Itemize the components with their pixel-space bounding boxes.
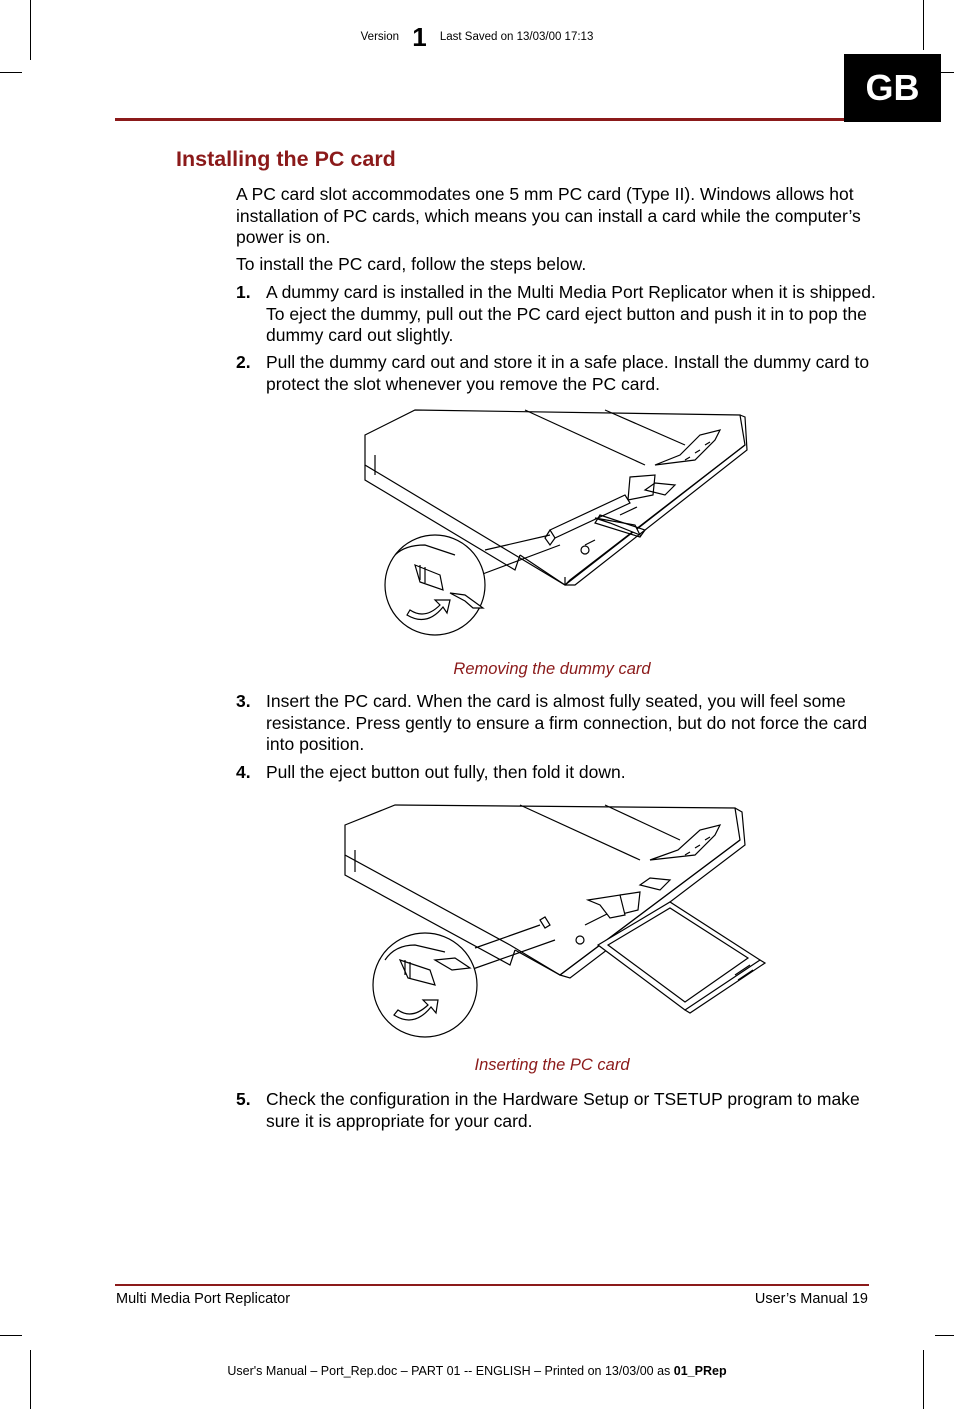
step-number: 5.: [236, 1089, 251, 1109]
section-title: Installing the PC card: [176, 147, 396, 171]
print-line-text: User's Manual – Port_Rep.doc – PART 01 -- ENGLISH – Printed on 13/03/00 as: [227, 1364, 674, 1378]
step-text: Insert the PC card. When the card is almost fully seated, you will feel some resistance. Press gently to ensure a firm connection, but do not force the card into position.: [266, 691, 868, 754]
intro-paragraph: A PC card slot accommodates one 5 mm PC card (Type II). Windows allows hot installation of PC cards, which means you can install a card while the computer’s power is on.: [236, 184, 861, 247]
language-tab: GB: [844, 54, 941, 122]
print-line: [0, 1364, 954, 1378]
version-header: [0, 22, 954, 53]
crop-mark: [923, 1350, 924, 1409]
step-text: Pull the eject button out fully, then fold it down.: [266, 762, 626, 782]
crop-mark: [0, 72, 22, 73]
print-line-code: 01_PRep: [673, 1364, 727, 1378]
step-text: Pull the dummy card out and store it in a safe place. Install the dummy card to protect the slot whenever you remove the PC card.: [266, 352, 870, 394]
step-number: 1.: [236, 282, 251, 302]
version-number: 1: [412, 22, 427, 52]
crop-mark: [30, 1350, 31, 1409]
step-number: 3.: [236, 691, 251, 711]
footer-page-number: User’s Manual 19: [754, 1291, 868, 1307]
figure-caption: Inserting the PC card: [474, 1056, 630, 1074]
step-number: 4.: [236, 762, 251, 782]
last-saved: Last Saved on 13/03/00 17:13: [439, 31, 594, 43]
intro-paragraph: To install the PC card, follow the steps below.: [236, 254, 587, 274]
version-label: Version: [360, 31, 399, 43]
footer-title: Multi Media Port Replicator: [116, 1291, 291, 1307]
crop-mark: [0, 1335, 22, 1336]
removing-dummy-card-illustration: [355, 405, 755, 650]
header-rule: [115, 118, 844, 121]
step-text: A dummy card is installed in the Multi Media Port Replicator when it is shipped. To eject the dummy, pull out the PC card eject button and push it in to pop the dummy card out slightly.: [266, 282, 876, 345]
crop-mark: [935, 1335, 954, 1336]
figure-caption: Removing the dummy card: [453, 660, 651, 678]
inserting-pc-card-illustration: [340, 800, 770, 1045]
footer-rule: [115, 1284, 869, 1286]
step-text: Check the configuration in the Hardware Setup or TSETUP program to make sure it is appropriate for your card.: [266, 1089, 860, 1131]
step-number: 2.: [236, 352, 251, 372]
